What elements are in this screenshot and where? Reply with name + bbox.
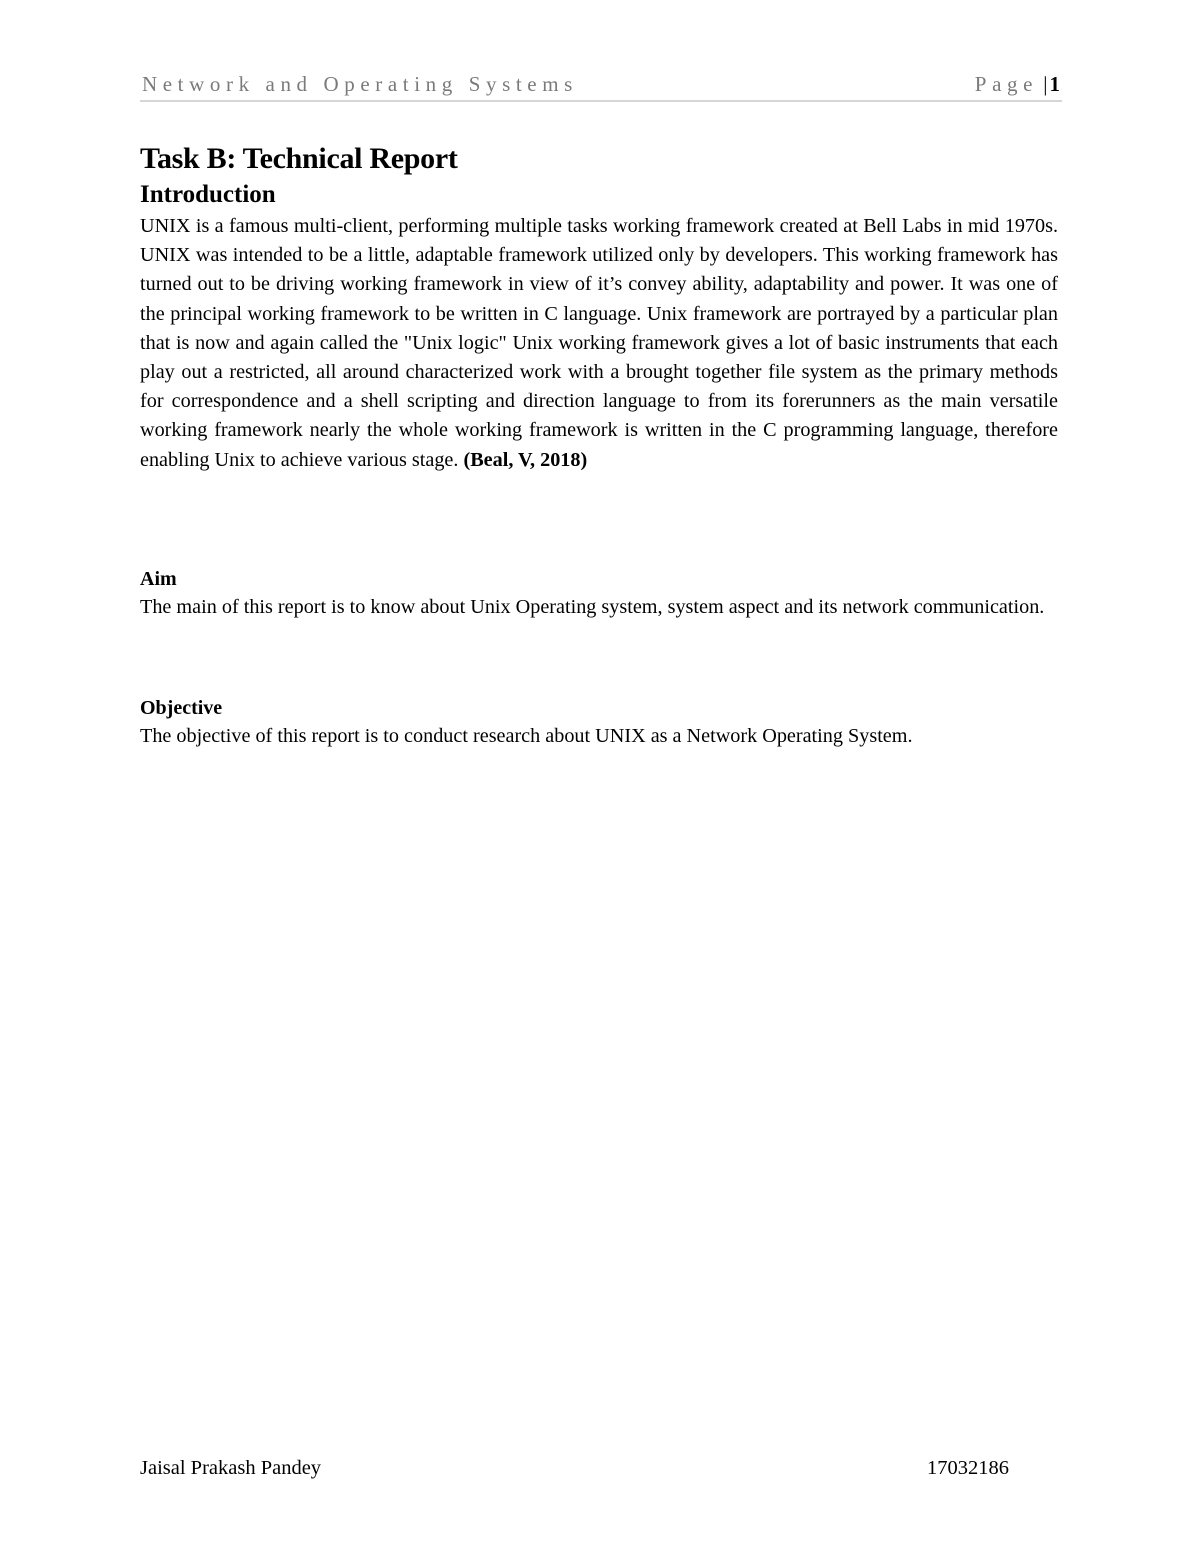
introduction-text: UNIX is a famous multi-client, performing multiple tasks working framework created at Bell Labs in mid 1970s. UNIX was intended to be a little, adaptable framework utilized only by developers. This working framework has turned out to be driving working framework in view of it’s convey ability, adaptability and power. It was one of the principal working framework to be written in C language. Unix framework are portrayed by a particular plan that is now and again called the "Unix logic" Unix working framework gives a lot of basic instruments that each play out a restricted, all around characterized work with a brought together file system as the primary methods for correspondence and a shell scripting and direction language to from its forerunners as the main versatile working framework nearly the whole working framework is written in the C programming language, therefore enabling Unix to achieve various stage. xyxy=(140,215,1058,471)
objective-paragraph: The objective of this report is to conduct research about UNIX as a Network Operating System. xyxy=(140,725,913,747)
document-title: Task B: Technical Report xyxy=(140,142,458,175)
page-header xyxy=(140,70,1062,102)
footer-author: Jaisal Prakash Pandey xyxy=(140,1457,322,1479)
header-title: Network and Operating Systems xyxy=(142,72,578,96)
introduction-citation: (Beal, V, 2018) xyxy=(463,448,588,471)
introduction-heading: Introduction xyxy=(140,181,276,208)
header-page-label: Page xyxy=(974,72,1039,96)
report-content xyxy=(140,140,1058,475)
objective-section xyxy=(140,694,1058,750)
aim-paragraph: The main of this report is to know about Unix Operating system, system aspect and its network communication. xyxy=(140,596,1045,618)
introduction-paragraph xyxy=(140,212,1058,475)
header-page-indicator xyxy=(975,72,1060,97)
aim-section xyxy=(140,565,1058,621)
header-separator: | xyxy=(1043,72,1048,96)
objective-heading: Objective xyxy=(140,697,223,719)
header-page-number: 1 xyxy=(1049,72,1060,96)
aim-heading: Aim xyxy=(140,568,177,590)
footer-student-id: 17032186 xyxy=(927,1457,1009,1479)
